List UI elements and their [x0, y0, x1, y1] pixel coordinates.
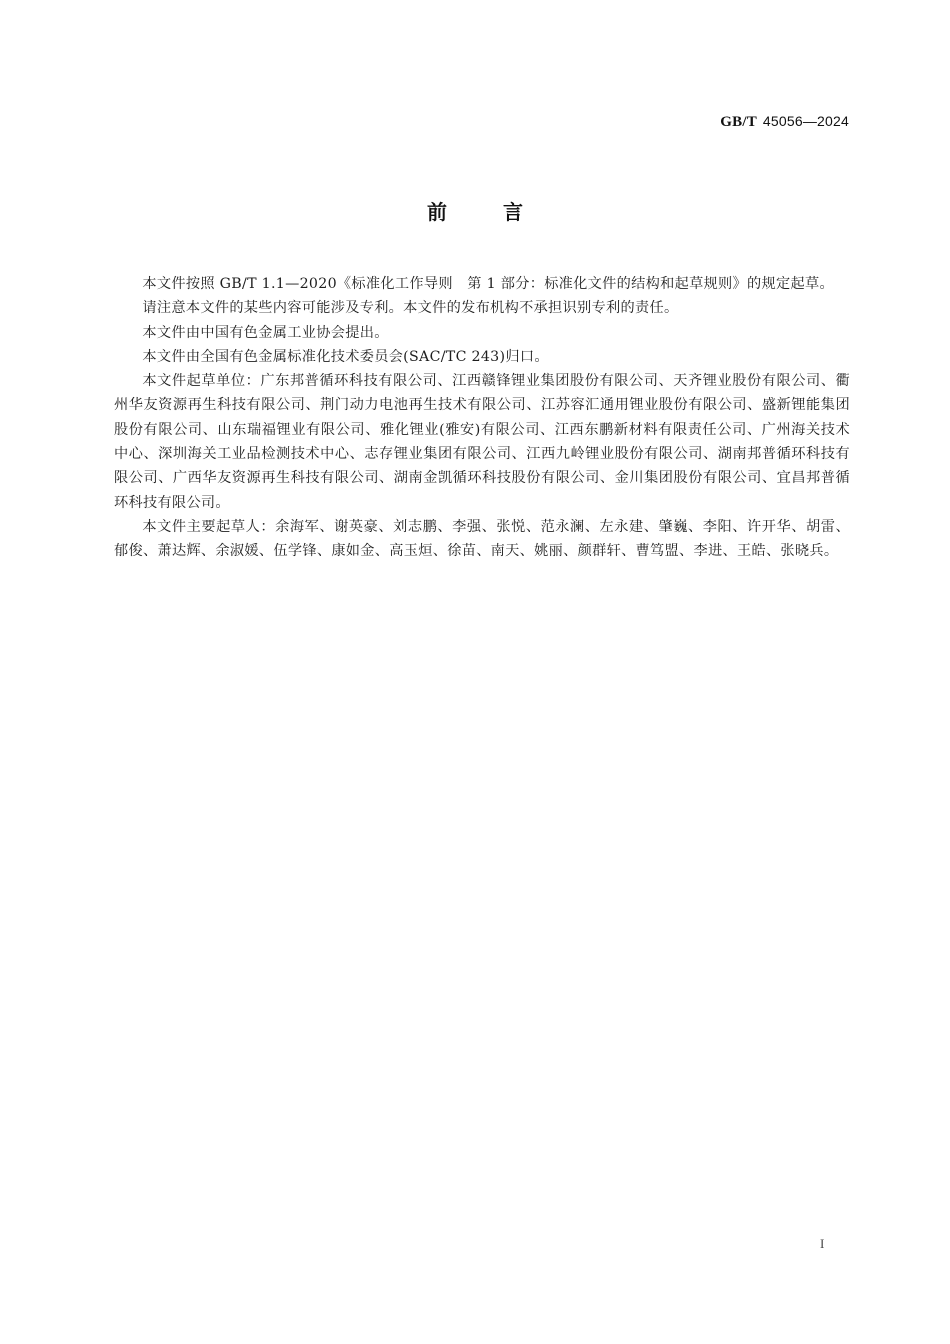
paragraph-committee: 本文件由全国有色金属标准化技术委员会(SAC/TC 243)归口。 [142, 348, 549, 365]
standard-code: 45056—2024 [762, 113, 849, 129]
page-number: I [820, 1236, 825, 1251]
paragraph-patent-notice: 请注意本文件的某些内容可能涉及专利。本文件的发布机构不承担识别专利的责任。 [142, 300, 679, 317]
paragraph-drafting-rules: 本文件按照 GB/T 1.1—2020《标准化工作导则 第 1 部分：标准化文件的结构和起草规则》的规定起草。 [142, 276, 834, 292]
title-char-2: 言 [503, 200, 523, 224]
title-char-1: 前 [427, 200, 447, 224]
paragraph-proposer: 本文件由中国有色金属工业协会提出。 [142, 324, 389, 341]
paragraph-drafters: 本文件主要起草人：余海军、谢英豪、刘志鹏、李强、张悦、范永澜、左永建、肇巍、李阳、许开华、胡雷、郁俊、萧达辉、余淑媛、伍学锋、康如金、高玉烜、徐苗、南天、姚丽、颜群轩、曹笃盟、李进、王皓、张晓兵。 [114, 518, 850, 560]
foreword-body [114, 272, 850, 564]
standard-prefix: GB/T [720, 114, 757, 130]
paragraph-drafting-units: 本文件起草单位：广东邦普循环科技有限公司、江西赣锋锂业集团股份有限公司、天齐锂业股份有限公司、衢州华友资源再生科技有限公司、荆门动力电池再生技术有限公司、江苏容汇通用锂业股份有限公司、盛新锂能集团股份有限公司、山东瑞福锂业有限公司、雅化锂业(雅安)有限公司、江西东鹏新材料有限责任公司、广州海关技术中心、深圳海关工业品检测技术中心、志存锂业集团有限公司、江西九岭锂业股份有限公司、湖南邦普循环科技有限公司、广西华友资源再生科技有限公司、湖南金凯循环科技股份有限公司、金川集团股份有限公司、宜昌邦普循环科技有限公司。 [114, 373, 850, 511]
page-title [0, 196, 950, 225]
standard-number-header [720, 113, 849, 131]
